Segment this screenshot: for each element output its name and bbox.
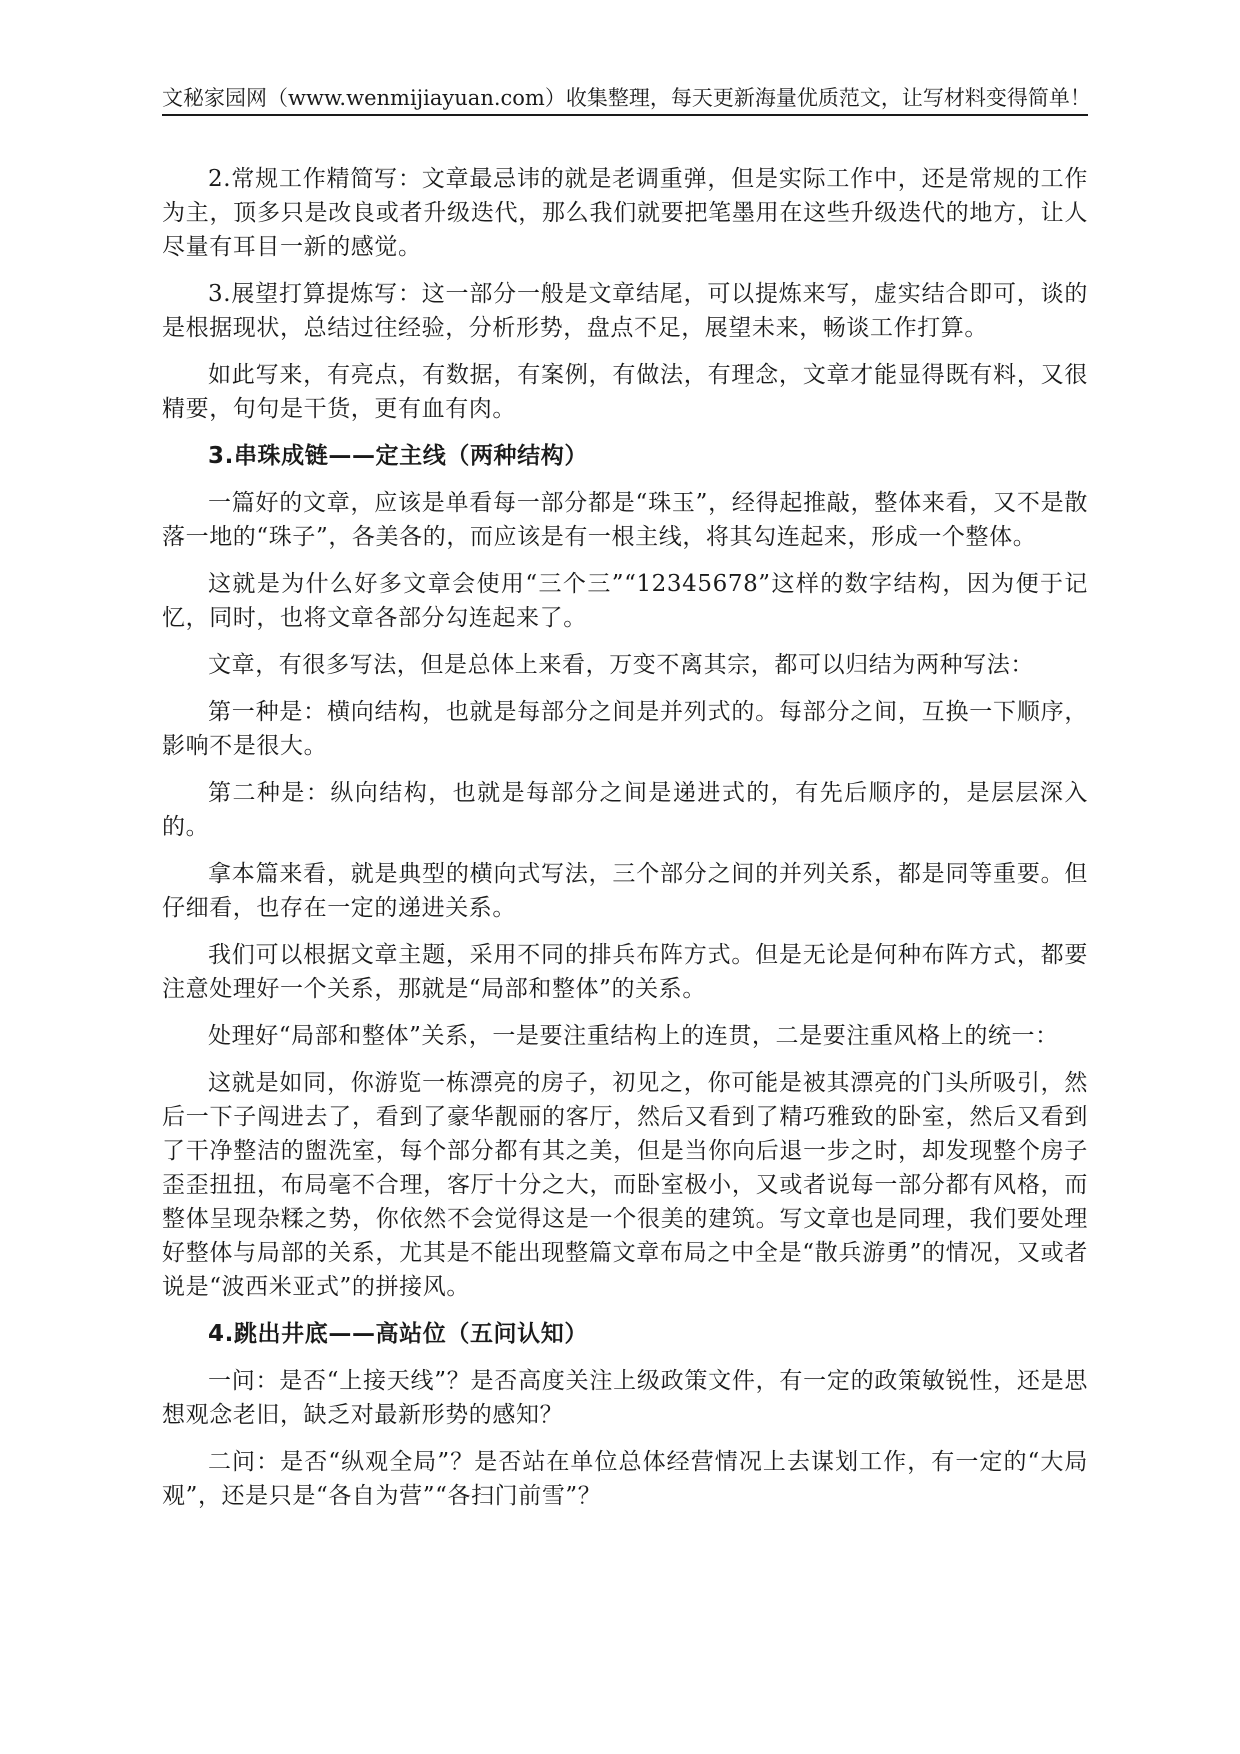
paragraph: 2.常规工作精简写：文章最忌讳的就是老调重弹，但是实际工作中，还是常规的工作为主，顶多只是改良或者升级迭代，那么我们就要把笔墨用在这些升级迭代的地方，让人尽量有耳目一新的感觉。 [162,166,1088,260]
paragraph: 拿本篇来看，就是典型的横向式写法，三个部分之间的并列关系，都是同等重要。但仔细看，也存在一定的递进关系。 [162,861,1088,921]
paragraph: 一篇好的文章，应该是单看每一部分都是“珠玉”，经得起推敲，整体来看，又不是散落一地的“珠子”，各美各的，而应该是有一根主线，将其勾连起来，形成一个整体。 [162,490,1088,550]
paragraph: 我们可以根据文章主题，采用不同的排兵布阵方式。但是无论是何种布阵方式，都要注意处理好一个关系，那就是“局部和整体”的关系。 [162,942,1088,1002]
section-heading: 4.跳出井底——高站位（五问认知） [208,1321,588,1347]
section-heading: 3.串珠成链——定主线（两种结构） [208,443,588,469]
paragraph: 这就是为什么好多文章会使用“三个三”“12345678”这样的数字结构，因为便于记忆，同时，也将文章各部分勾连起来了。 [162,571,1088,631]
page-header: 文秘家园网（www.wenmijiayuan.com）收集整理，每天更新海量优质范文，让写材料变得简单！ [162,84,1088,116]
paragraph: 一问：是否“上接天线”？是否高度关注上级政策文件，有一定的政策敏锐性，还是思想观念老旧，缺乏对最新形势的感知？ [162,1368,1088,1428]
paragraph: 这就是如同，你游览一栋漂亮的房子，初见之，你可能是被其漂亮的门头所吸引，然后一下子闯进去了，看到了豪华靓丽的客厅，然后又看到了精巧雅致的卧室，然后又看到了干净整洁的盥洗室，每个部分都有其之美，但是当你向后退一步之时，却发现整个房子歪歪扭扭，布局毫不合理，客厅十分之大，而卧室极小，又或者说每一部分都有风格，而整体呈现杂糅之势，你依然不会觉得这是一个很美的建筑。写文章也是同理，我们要处理好整体与局部的关系，尤其是不能出现整篇文章布局之中全是“散兵游勇”的情况，又或者说是“波西米亚式”的拼接风。 [162,1070,1088,1300]
paragraph: 第一种是：横向结构，也就是每部分之间是并列式的。每部分之间，互换一下顺序，影响不是很大。 [162,699,1088,759]
paragraph: 如此写来，有亮点，有数据，有案例，有做法，有理念，文章才能显得既有料，又很精要，句句是干货，更有血有肉。 [162,362,1088,422]
paragraph: 处理好“局部和整体”关系，一是要注重结构上的连贯，二是要注重风格上的统一： [208,1023,1059,1049]
paragraph: 第二种是：纵向结构，也就是每部分之间是递进式的，有先后顺序的，是层层深入的。 [162,780,1088,840]
paragraph: 二问：是否“纵观全局”？是否站在单位总体经营情况上去谋划工作，有一定的“大局观”，还是只是“各自为营”“各扫门前雪”？ [162,1449,1088,1509]
paragraph: 文章，有很多写法，但是总体上来看，万变不离其宗，都可以归结为两种写法： [208,652,1034,678]
document-body [162,162,1088,1526]
paragraph: 3.展望打算提炼写：这一部分一般是文章结尾，可以提炼来写，虚实结合即可，谈的是根据现状，总结过往经验，分析形势，盘点不足，展望未来，畅谈工作打算。 [162,281,1088,341]
